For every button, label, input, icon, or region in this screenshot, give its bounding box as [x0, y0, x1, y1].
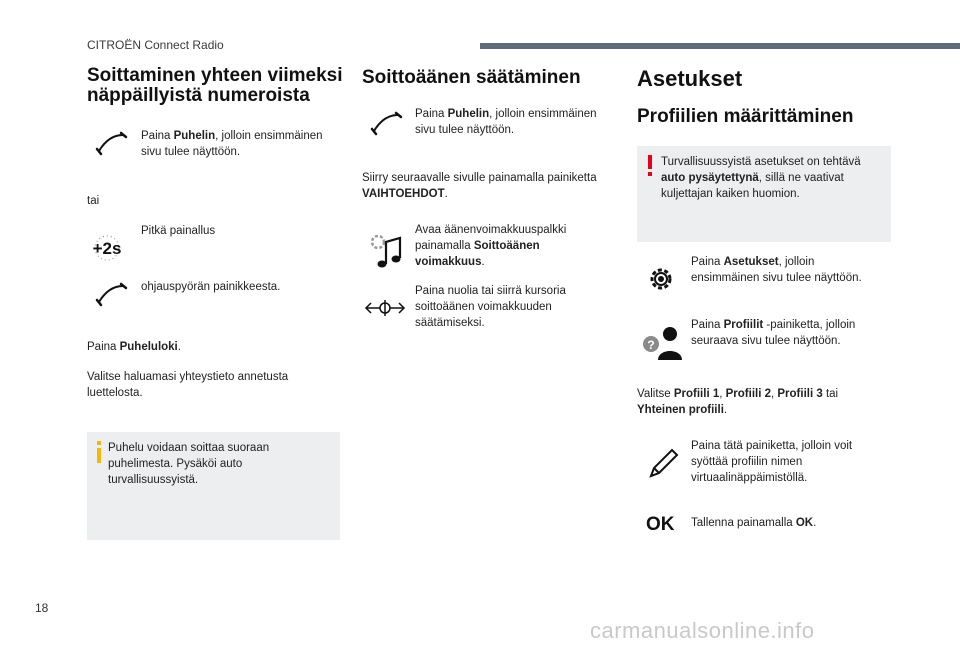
col2-options: Siirry seuraavalle sivulle painamalla painiketta VAIHTOEHDOT. — [362, 172, 597, 200]
col3-settings: Paina Asetukset, jolloin ensimmäinen sivu tulee näyttöön. — [691, 256, 862, 284]
gear-icon — [645, 263, 677, 295]
page-number: 18 — [35, 601, 49, 615]
warning-note — [637, 146, 891, 242]
info-icon — [94, 441, 104, 463]
slider-arrows-icon — [362, 298, 408, 318]
section-heading-ringtone: Soittoäänen säätäminen — [362, 67, 581, 88]
warning-icon — [645, 155, 655, 177]
col1-select-contact: Valitse haluamasi yhteystieto annetusta luettelosta. — [87, 371, 289, 399]
col1-long-press: Pitkä painallus — [141, 225, 216, 237]
svg-text:+2s: +2s — [92, 239, 122, 258]
warning-note-text: Turvallisuussyistä asetukset on tehtävä auto pysäytettynä, sillä ne vaativat kuljettajan kaiken huomion. — [661, 156, 861, 200]
subheading-profiles: Profiilien määrittäminen — [637, 106, 854, 127]
phone-handset-icon — [368, 107, 412, 143]
info-note — [87, 432, 340, 540]
col3-choose-profile: Valitse Profiili 1, Profiili 2, Profiili 3 tai Yhteinen profiili. — [637, 388, 839, 416]
profile-person-icon — [641, 324, 683, 360]
section-heading-last-numbers: Soittaminen yhteen viimeksi näppäillyistä numeroista — [87, 65, 343, 106]
watermark: carmanualsonline.info — [590, 618, 815, 643]
section-heading-settings: Asetukset — [637, 66, 743, 91]
phone-handset-icon — [93, 278, 137, 314]
ok-icon: OK — [646, 514, 675, 535]
col1-step-phone: Paina Puhelin, jolloin ensimmäinen sivu tulee näyttöön. — [141, 130, 323, 158]
col3-profiles: Paina Profiilit -painiketta, jolloin seuraava sivu tulee näyttöön. — [691, 319, 856, 347]
phone-handset-icon — [93, 127, 137, 163]
col3-edit-name: Paina tätä painiketta, jolloin voit syöttää profiilin nimen virtuaalinäppäimistöllä. — [691, 440, 853, 484]
info-note-text: Puhelu voidaan soittaa suoraan puhelimesta. Pysäköi auto turvallisuussyistä. — [108, 442, 270, 486]
col1-steering: ohjauspyörän painikkeesta. — [141, 281, 281, 293]
svg-text:?: ? — [647, 338, 655, 352]
col2-arrows: Paina nuolia tai siirrä kursoria soittoäänen voimakkuuden säätämiseksi. — [415, 285, 566, 329]
long-press-icon — [85, 232, 129, 264]
col1-or: tai — [87, 195, 100, 207]
col2-volume-bar: Avaa äänenvoimakkuuspalkki painamalla Soittoäänen voimakkuus. — [415, 224, 567, 268]
header-bar — [480, 43, 960, 49]
header-title: CITROËN Connect Radio — [87, 38, 224, 52]
col2-step-phone: Paina Puhelin, jolloin ensimmäinen sivu tulee näyttöön. — [415, 108, 597, 136]
pencil-icon — [645, 446, 681, 482]
ringtone-volume-icon — [366, 230, 406, 270]
col3-save: Tallenna painamalla OK. — [691, 517, 817, 529]
col1-call-log: Paina Puheluloki. — [87, 341, 181, 353]
